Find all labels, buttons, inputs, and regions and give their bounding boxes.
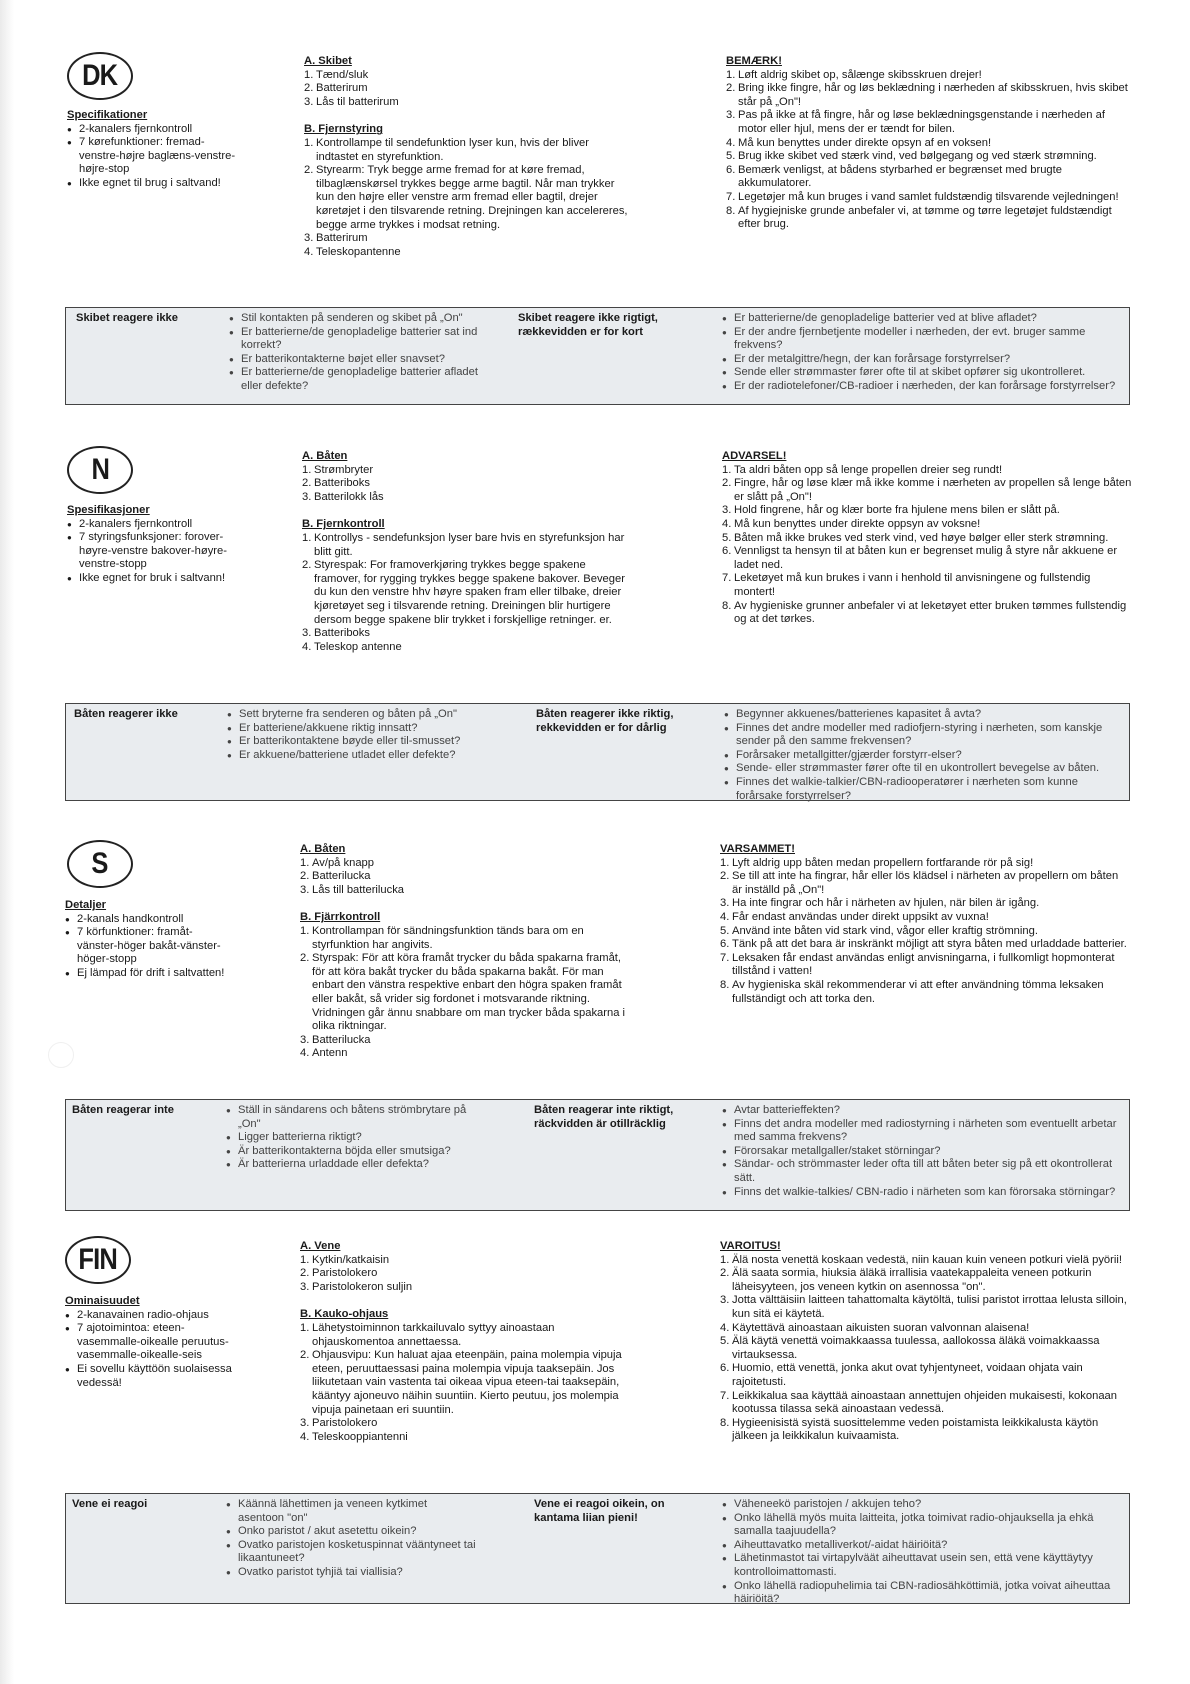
part-b-item: 4. Antenn bbox=[300, 1047, 348, 1060]
trouble-item: ● Er batteriene/akkuene riktig innsatt? bbox=[227, 722, 477, 736]
trouble-1-title: Skibet reagere ikke bbox=[76, 312, 178, 324]
part-b-item: 2. Styrespak: For framoverkjøring trykkes begge spakene framover, for rygging trykkes begge spakene bakover. Beveger du kun den venstre hhv høyre spaken fram eller tilbake, dreier kjøretøyet seg i tilsvarende retning. Dreiningen blir hurtigere dersom begge spakene blir trykket i forskjellige retninger. er. bbox=[302, 559, 625, 626]
trouble-item: ● Är batterierna urladdade eller defekta? bbox=[226, 1158, 476, 1172]
warning-title: ADVARSEL! bbox=[722, 450, 787, 462]
part-a-item: 1. Kytkin/katkaisin bbox=[300, 1253, 390, 1266]
trouble-1-list bbox=[226, 1498, 476, 1580]
spec-column bbox=[65, 1295, 265, 1390]
trouble-2-title: Båten reagerar inte riktigt, räckvidden är otillräcklig bbox=[534, 1104, 674, 1130]
part-b-item: 1. Kontrollampan för sändningsfunktion tänds bara om en styrfunktion har angivits. bbox=[300, 924, 584, 951]
trouble-item: ● Finns det andra modeller med radiostyrning i närheten som eventuellt arbetar med samma frekvens? bbox=[722, 1118, 1122, 1145]
part-b-item: 1. Kontrollampe til sendefunktion lyser kun, hvis der bliver indtastet en styrefunktion. bbox=[304, 136, 589, 163]
warning-item: 4. Får endast användas under direkt uppsikt av vuxna! bbox=[720, 910, 989, 923]
warning-item: 8. Av hygieniske grunner anbefaler vi at leketøyet etter bruken tømmes fullstendig og at det tørkes. bbox=[722, 599, 1127, 626]
troubleshooting-box bbox=[65, 307, 1130, 405]
trouble-item: ● Ställ in sändarens och båtens strömbrytare på „On" bbox=[226, 1104, 476, 1131]
warning-item: 7. Legetøjer må kun bruges i vand samlet fuldstændig tilsvarende vejledningen! bbox=[726, 190, 1119, 203]
country-badge-fin: FIN bbox=[65, 1236, 131, 1284]
part-b-title: B. Fjernstyring bbox=[304, 123, 383, 136]
trouble-item: ● Aiheuttavatko metalliverkot/-aidat häiriöitä? bbox=[722, 1539, 1122, 1553]
trouble-item: ● Lähetinmastot tai virtapylväät aiheuttavat usein sen, että vene käyttäytyy kontrolloimattomasti. bbox=[722, 1552, 1122, 1579]
spec-column bbox=[67, 504, 267, 586]
spec-item: ● Ikke egnet for bruk i saltvann! bbox=[67, 572, 267, 586]
part-b-item: 1. Kontrollys - sendefunksjon lyser bare hvis en styrefunksjon har blitt gitt. bbox=[302, 531, 625, 558]
spec-item: ● 7 styringsfunksjoner: forover-høyre-venstre bakover-høyre-venstre-stopp bbox=[67, 531, 245, 572]
country-badge-n: N bbox=[67, 446, 133, 494]
part-a-item: 1. Strømbryter bbox=[302, 463, 374, 476]
part-b-item: 4. Teleskopantenne bbox=[304, 245, 401, 258]
warning-item: 7. Leikkikalua saa käyttää ainoastaan annettujen ohjeiden mukaisesti, kokonaan kootussa tilassa sekä ainoastaan vedessä. bbox=[720, 1389, 1117, 1416]
trouble-item: ● Ligger batterierna riktigt? bbox=[226, 1131, 476, 1145]
trouble-1-list bbox=[226, 1104, 476, 1172]
trouble-item: ● Er batterierne/de genopladelige batterier afladet eller defekte? bbox=[229, 366, 479, 393]
part-b-title: B. Kauko-ohjaus bbox=[300, 1308, 389, 1321]
trouble-2-title: Skibet reagere ikke rigtigt, rækkevidden er for kort bbox=[518, 312, 658, 338]
trouble-2-list bbox=[722, 1104, 1122, 1199]
spec-title: Specifikationer bbox=[67, 109, 148, 121]
warning-item: 1. Älä nosta venettä koskaan vedestä, niin kauan kuin veneen potkuri vielä pyörii! bbox=[720, 1253, 1122, 1266]
warning-item: 5. Använd inte båten vid stark vind, vågor eller kraftig strömning. bbox=[720, 924, 1038, 937]
trouble-item: ● Er batterierne/de genopladelige batterier ved at blive afladet? bbox=[722, 312, 1122, 326]
trouble-1-title: Båten reagerar inte bbox=[72, 1104, 174, 1116]
warning-item: 4. Må kun benyttes under direkte oppsyn av voksne! bbox=[722, 517, 981, 530]
trouble-item: ● Sende eller strømmaster fører ofte til at skibet opfører sig ukontrolleret. bbox=[722, 366, 1122, 380]
trouble-1-title: Båten reagerer ikke bbox=[74, 708, 178, 720]
trouble-item: ● Ovatko paristot tyhjiä tai viallisia? bbox=[226, 1566, 476, 1580]
part-b-item: 3. Batterirum bbox=[304, 232, 368, 245]
trouble-2-title: Båten reagerer ikke riktig, rekkevidden er for dårlig bbox=[536, 708, 674, 734]
part-b-item: 3. Batterilucka bbox=[300, 1033, 371, 1046]
warning-item: 5. Båten må ikke brukes ved sterk vind, ved høye bølger eller sterk strømning. bbox=[722, 531, 1109, 544]
part-b-item: 2. Ohjausvipu: Kun haluat ajaa eteenpäin, paina molempia vipuja eteen, peruuttaessasi paina molempia vipuja taaksepäin. Jos liikutetaan vain vastenta tai oikeaa vipua eteen-tai taaksepäin, kääntyy ajoneuvo näihin suuntiin. Kierto peutuu, jos molempia vipuja painetaan eri suuntiin. bbox=[300, 1349, 622, 1416]
trouble-item: ● Er der metalgittre/hegn, der kan forårsage forstyrrelser? bbox=[722, 353, 1122, 367]
spec-item: ● 2-kanalers fjernkontroll bbox=[67, 123, 267, 137]
part-b-title: B. Fjernkontroll bbox=[302, 518, 385, 531]
warning-column bbox=[720, 843, 1130, 1006]
part-a-title: A. Båten bbox=[300, 843, 346, 855]
trouble-item: ● Onko lähellä myös muita laitteita, jotka toimivat radio-ohjauksella ja ehkä samalla taajuudella? bbox=[722, 1512, 1122, 1539]
trouble-2-title: Vene ei reagoi oikein, on kantama liian pieni! bbox=[534, 1498, 665, 1524]
warning-item: 1. Lyft aldrig upp båten medan propellern fortfarande rör på sig! bbox=[720, 856, 1034, 869]
part-a-item: 1. Av/på knapp bbox=[300, 856, 374, 869]
spec-title: Spesifikasjoner bbox=[67, 504, 150, 516]
trouble-item: ● Ovatko paristojen kosketuspinnat vääntyneet tai likaantuneet? bbox=[226, 1539, 476, 1566]
part-a-item: 3. Paristolokeron suljin bbox=[300, 1280, 413, 1293]
warning-title: BEMÆRK! bbox=[726, 55, 782, 67]
warning-item: 6. Vennligst ta hensyn til at båten kun er begrenset mulig å styre når akkuene er ladet ned. bbox=[722, 545, 1118, 571]
troubleshooting-box bbox=[65, 1099, 1130, 1211]
spec-title: Ominaisuudet bbox=[65, 1295, 140, 1307]
warning-item: 1. Ta aldri båten opp så lenge propellen dreier seg rundt! bbox=[722, 463, 1003, 476]
spec-column bbox=[67, 109, 267, 191]
warning-item: 3. Jotta välttäisiin laitteen tahattomalta käytöltä, tulisi paristot irrottaa lelusta silloin, kun sitä ei käytetä. bbox=[720, 1294, 1127, 1320]
trouble-item: ● Onko lähellä radiopuhelimia tai CBN-radiosähköttimiä, jotka voivat aiheuttaa häiriöitä? bbox=[722, 1580, 1122, 1607]
part-a-item: 3. Batterilokk lås bbox=[302, 490, 384, 503]
warning-item: 2. Älä saata sormia, hiuksia äläkä irrallisia vaatekappaleita veneen potkurin läheisyyteen, jos veneen kytkin on asennossa "on". bbox=[720, 1267, 1092, 1293]
troubleshooting-box bbox=[65, 703, 1130, 801]
warning-item: 8. Av hygieniska skäl rekommenderar vi att efter användning tömma leksaken fullständigt och att torka den. bbox=[720, 978, 1104, 1005]
troubleshooting-box bbox=[65, 1493, 1130, 1604]
trouble-item: ● Er der andre fjernbetjente modeller i nærheden, der evt. bruger samme frekvens? bbox=[722, 326, 1122, 353]
trouble-2-list bbox=[724, 708, 1124, 803]
trouble-item: ● Forårsaker metallgitter/gjærder forstyrr-elser? bbox=[724, 749, 1124, 763]
parts-column bbox=[300, 843, 635, 1061]
spec-title: Detaljer bbox=[65, 899, 107, 911]
trouble-item: ● Avtar batterieffekten? bbox=[722, 1104, 1122, 1118]
warning-item: 2. Fingre, hår og løse klær må ikke komme i nærheten av propellen så lenge båten er slått på „On"! bbox=[722, 477, 1132, 503]
part-b-item: 3. Batteriboks bbox=[302, 627, 370, 640]
warning-item: 6. Huomio, että venettä, jonka akut ovat tyhjentyneet, voidaan ohjata vain rajoitetusti. bbox=[720, 1362, 1083, 1388]
part-a-title: A. Skibet bbox=[304, 55, 352, 67]
country-badge-dk: DK bbox=[67, 52, 133, 100]
part-b-item: 4. Teleskop antenne bbox=[302, 640, 402, 653]
punch-hole-mark bbox=[48, 1042, 74, 1068]
warning-item: 4. Må kun benyttes under direkte opsyn af en voksen! bbox=[726, 136, 992, 149]
country-badge-s: S bbox=[67, 840, 133, 888]
parts-column bbox=[300, 1240, 635, 1444]
scan-edge bbox=[0, 0, 14, 1684]
part-b-item: 1. Lähetystoiminnon tarkkailuvalo syttyy ainoastaan ohjauskomentoa annettaessa. bbox=[300, 1321, 555, 1348]
trouble-item: ● Er der radiotelefoner/CB-radioer i nærheden, der kan forårsage forstyrrelser? bbox=[722, 380, 1122, 394]
trouble-item: ● Stil kontakten på senderen og skibet på „On" bbox=[229, 312, 479, 326]
warning-item: 5. Älä käytä venettä voimakkaassa tuulessa, aallokossa äläkä voimakkaassa virtauksessa. bbox=[720, 1335, 1100, 1361]
warning-column bbox=[720, 1240, 1130, 1444]
part-b-item: 3. Paristolokero bbox=[300, 1417, 378, 1430]
trouble-1-title: Vene ei reagoi bbox=[72, 1498, 148, 1510]
warning-item: 1. Løft aldrig skibet op, sålænge skibsskruen drejer! bbox=[726, 68, 982, 81]
part-a-item: 2. Batteriboks bbox=[302, 477, 370, 490]
trouble-item: ● Förorsakar metallgaller/staket störningar? bbox=[722, 1145, 1122, 1159]
warning-item: 6. Tänk på att det bara är inskränkt möjligt att styra båten med urladdade batterier. bbox=[720, 938, 1127, 951]
trouble-item: ● Finns det walkie-talkies/ CBN-radio i närheten som kan förorsaka störningar? bbox=[722, 1186, 1122, 1200]
trouble-item: ● Sende- eller strømmaster fører ofte til en ukontrollert bevegelse av båten. bbox=[724, 762, 1124, 776]
trouble-item: ● Käännä lähettimen ja veneen kytkimet asentoon "on" bbox=[226, 1498, 476, 1525]
trouble-2-list bbox=[722, 1498, 1122, 1607]
trouble-2-list bbox=[722, 312, 1122, 394]
warning-item: 2. Bring ikke fingre, hår og løs beklædning i nærheden af skibsskruen, hvis skibet står på „On"! bbox=[726, 82, 1128, 108]
trouble-item: ● Sändar- och strömmaster leder ofta till att båten beter sig på ett okontrollerat sätt. bbox=[722, 1158, 1122, 1185]
trouble-item: ● Begynner akkuenes/batterienes kapasitet å avta? bbox=[724, 708, 1124, 722]
part-a-title: A. Båten bbox=[302, 450, 348, 462]
part-a-item: 2. Batterirum bbox=[304, 82, 368, 95]
warning-item: 5. Brug ikke skibet ved stærk vind, ved bølgegang og ved stærk strømning. bbox=[726, 150, 1097, 163]
part-a-item: 3. Lås til batterirum bbox=[304, 95, 399, 108]
spec-column bbox=[65, 899, 265, 981]
trouble-item: ● Er akkuene/batteriene utladet eller defekte? bbox=[227, 749, 477, 763]
trouble-item: ● Onko paristot / akut asetettu oikein? bbox=[226, 1525, 476, 1539]
trouble-item: ● Er batterierne/de genopladelige batterier sat ind korrekt? bbox=[229, 326, 479, 353]
part-b-item: 2. Styrspak: För att köra framåt trycker du båda spakarna framåt, för att köra bakåt trycker du båda spakarna bakåt. För man enbart den vänstra respektive enbart den högra spaken framåt eller bakåt, så vrider sig fordonet i motsvarande riktning. Vridningen går ännu snabbare om man trycker båda spakarna i olika riktningar. bbox=[300, 952, 626, 1033]
warning-item: 4. Käytettävä ainoastaan aikuisten suoran valvonnan alaisena! bbox=[720, 1321, 1030, 1334]
warning-title: VARSAMMET! bbox=[720, 843, 795, 855]
trouble-item: ● Er batterikontakterne bøjet eller snavset? bbox=[229, 353, 479, 367]
trouble-1-list bbox=[229, 312, 479, 394]
warning-column bbox=[722, 450, 1132, 627]
part-a-item: 2. Batterilucka bbox=[300, 870, 371, 883]
trouble-item: ● Väheneekö paristojen / akkujen teho? bbox=[722, 1498, 1122, 1512]
part-a-title: A. Vene bbox=[300, 1240, 341, 1252]
spec-item: ● 7 ajotoimintoa: eteen-vasemmalle-oikealle peruutus-vasemmalle-oikealle-seis bbox=[65, 1322, 235, 1363]
warning-item: 7. Leksaken får endast användas enligt anvisningarna, i fullkomligt hopmonterat tillstånd i vatten! bbox=[720, 951, 1115, 978]
warning-item: 6. Bemærk venligst, at bådens styrbarhed er begrænset med brugte akkumulatorer. bbox=[726, 163, 1062, 190]
spec-item: ● 2-kanalers fjernkontroll bbox=[67, 518, 267, 532]
part-b-title: B. Fjärrkontroll bbox=[300, 911, 381, 924]
trouble-item: ● Finnes det andre modeller med radiofjern-styring i nærheten, som kanskje sender på den samme frekvensen? bbox=[724, 722, 1124, 749]
warning-item: 3. Hold fingrene, hår og klær borte fra hjulene mens bilen er slått på. bbox=[722, 504, 1060, 517]
warning-item: 2. Se till att inte ha fingrar, hår eller lös klädsel i närheten av propellern om båten är inställd på „On"! bbox=[720, 870, 1119, 896]
spec-item: ● Ikke egnet til brug i saltvand! bbox=[67, 177, 267, 191]
warning-column bbox=[726, 55, 1136, 232]
trouble-1-list bbox=[227, 708, 477, 762]
trouble-item: ● Finnes det walkie-talkier/CBN-radiooperatører i nærheten som kunne forårsake forstyrrelser? bbox=[724, 776, 1124, 803]
spec-item: ● Ej lämpad för drift i saltvatten! bbox=[65, 967, 265, 981]
part-a-item: 2. Paristolokero bbox=[300, 1267, 378, 1280]
trouble-item: ● Sett bryterne fra senderen og båten på „On" bbox=[227, 708, 477, 722]
spec-item: ● 7 kørefunktioner: fremad-venstre-højre baglæns-venstre-højre-stop bbox=[67, 136, 242, 177]
part-a-item: 1. Tænd/sluk bbox=[304, 68, 369, 81]
trouble-item: ● Är batterikontakterna böjda eller smutsiga? bbox=[226, 1145, 476, 1159]
spec-item: ● 2-kanals handkontroll bbox=[65, 913, 265, 927]
spec-item: ● 2-kanavainen radio-ohjaus bbox=[65, 1309, 265, 1323]
part-a-item: 3. Lås till batterilucka bbox=[300, 883, 405, 896]
warning-title: VAROITUS! bbox=[720, 1240, 781, 1252]
trouble-item: ● Er batterikontaktene bøyde eller til-smusset? bbox=[227, 735, 477, 749]
warning-item: 3. Pas på ikke at få fingre, hår og løse beklædningsgenstande i nærheden af motor eller hjul, mens der er tændt for bilen. bbox=[726, 109, 1105, 135]
parts-column bbox=[304, 55, 634, 259]
parts-column bbox=[302, 450, 632, 654]
warning-item: 3. Ha inte fingrar och hår i närheten av hjulen, när bilen är igång. bbox=[720, 897, 1040, 910]
part-b-item: 4. Teleskooppiantenni bbox=[300, 1430, 408, 1443]
part-b-item: 2. Styrearm: Tryk begge arme fremad for at køre fremad, tilbaglænskørsel trykkes begge arme bagtil. Når man trykker kun den højre eller venstre arm fremad eller bagtil, drejer køretøjet i den tilsvarende retning. Drejningen kan accelereres, begge arme trykkes i modsat retning. bbox=[304, 164, 628, 231]
warning-item: 7. Leketøyet må kun brukes i vann i henhold til anvisningene og fullstendig montert! bbox=[722, 572, 1091, 598]
spec-item: ● Ei sovellu käyttöön suolaisessa vedessä! bbox=[65, 1363, 245, 1390]
warning-item: 8. Af hygiejniske grunde anbefaler vi, at tømme og tørre legetøjet fuldstændigt efter brug. bbox=[726, 204, 1112, 231]
spec-item: ● 7 körfunktioner: framåt-vänster-höger bakåt-vänster-höger-stopp bbox=[65, 926, 230, 967]
warning-item: 8. Hygieenisistä syistä suosittelemme veden poistamista leikkikalusta käytön jälkeen ja leikkikalun kuivaamista. bbox=[720, 1416, 1099, 1443]
